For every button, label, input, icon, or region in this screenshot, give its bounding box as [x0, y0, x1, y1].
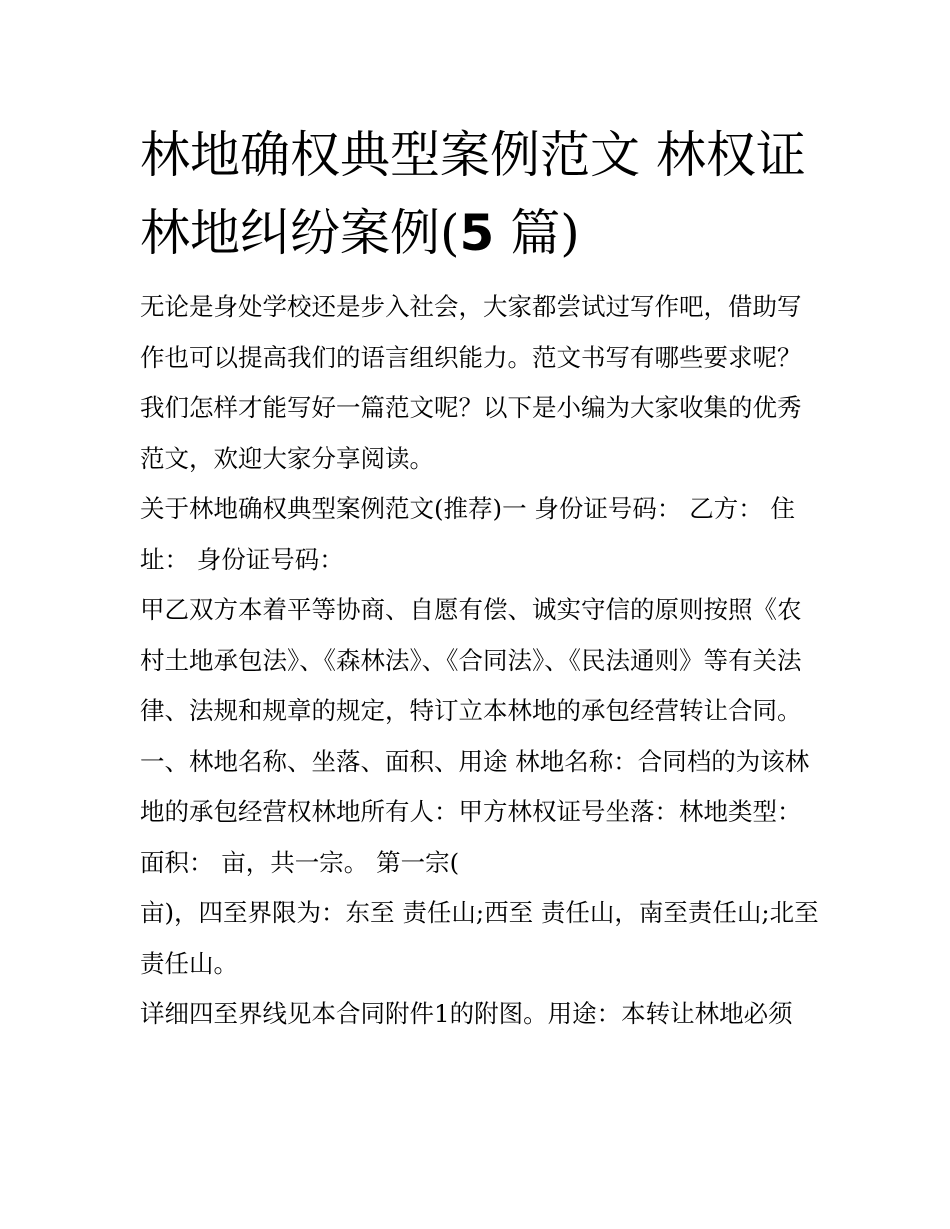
document-body	[140, 116, 820, 1040]
title-count: 5	[459, 204, 495, 262]
contract-basis-paragraph: 甲乙双方本着平等协商、自愿有偿、诚实守信的原则按照《农村土地承包法》、《森林法》、《合同法》、《民法通则》等有关法律、法规和规章的规定，特订立本林地的承包经营转让合同。	[140, 595, 802, 725]
attachment-paragraph: 详细四至界线见本合同附件1的附图。用途：本转让林地必须	[140, 999, 793, 1028]
title-suffix: 篇)	[494, 204, 580, 262]
document-title	[140, 116, 820, 272]
section-one-paragraph: 一、林地名称、坐落、面积、用途 林地名称：合同档的为该林地的承包经营权林地所有人：甲方林权证号坐落：林地类型：面积： 亩，共一宗。 第一宗(	[140, 746, 810, 877]
party-info-paragraph: 关于林地确权典型案例范文(推荐)一 身份证号码： 乙方： 住址： 身份证号码：	[140, 494, 795, 574]
title-text: 林地确权典型案例范文 林权证林地纠纷案例(	[140, 126, 806, 262]
boundary-paragraph: 亩)，四至界限为：东至 责任山;西至 责任山，南至责任山;北至 责任山。	[140, 898, 819, 978]
intro-paragraph: 无论是身处学校还是步入社会，大家都尝试过写作吧，借助写作也可以提高我们的语言组织能力。范文书写有哪些要求呢？我们怎样才能写好一篇范文呢？以下是小编为大家收集的优秀范文，欢迎大家分享阅读。	[140, 292, 802, 473]
